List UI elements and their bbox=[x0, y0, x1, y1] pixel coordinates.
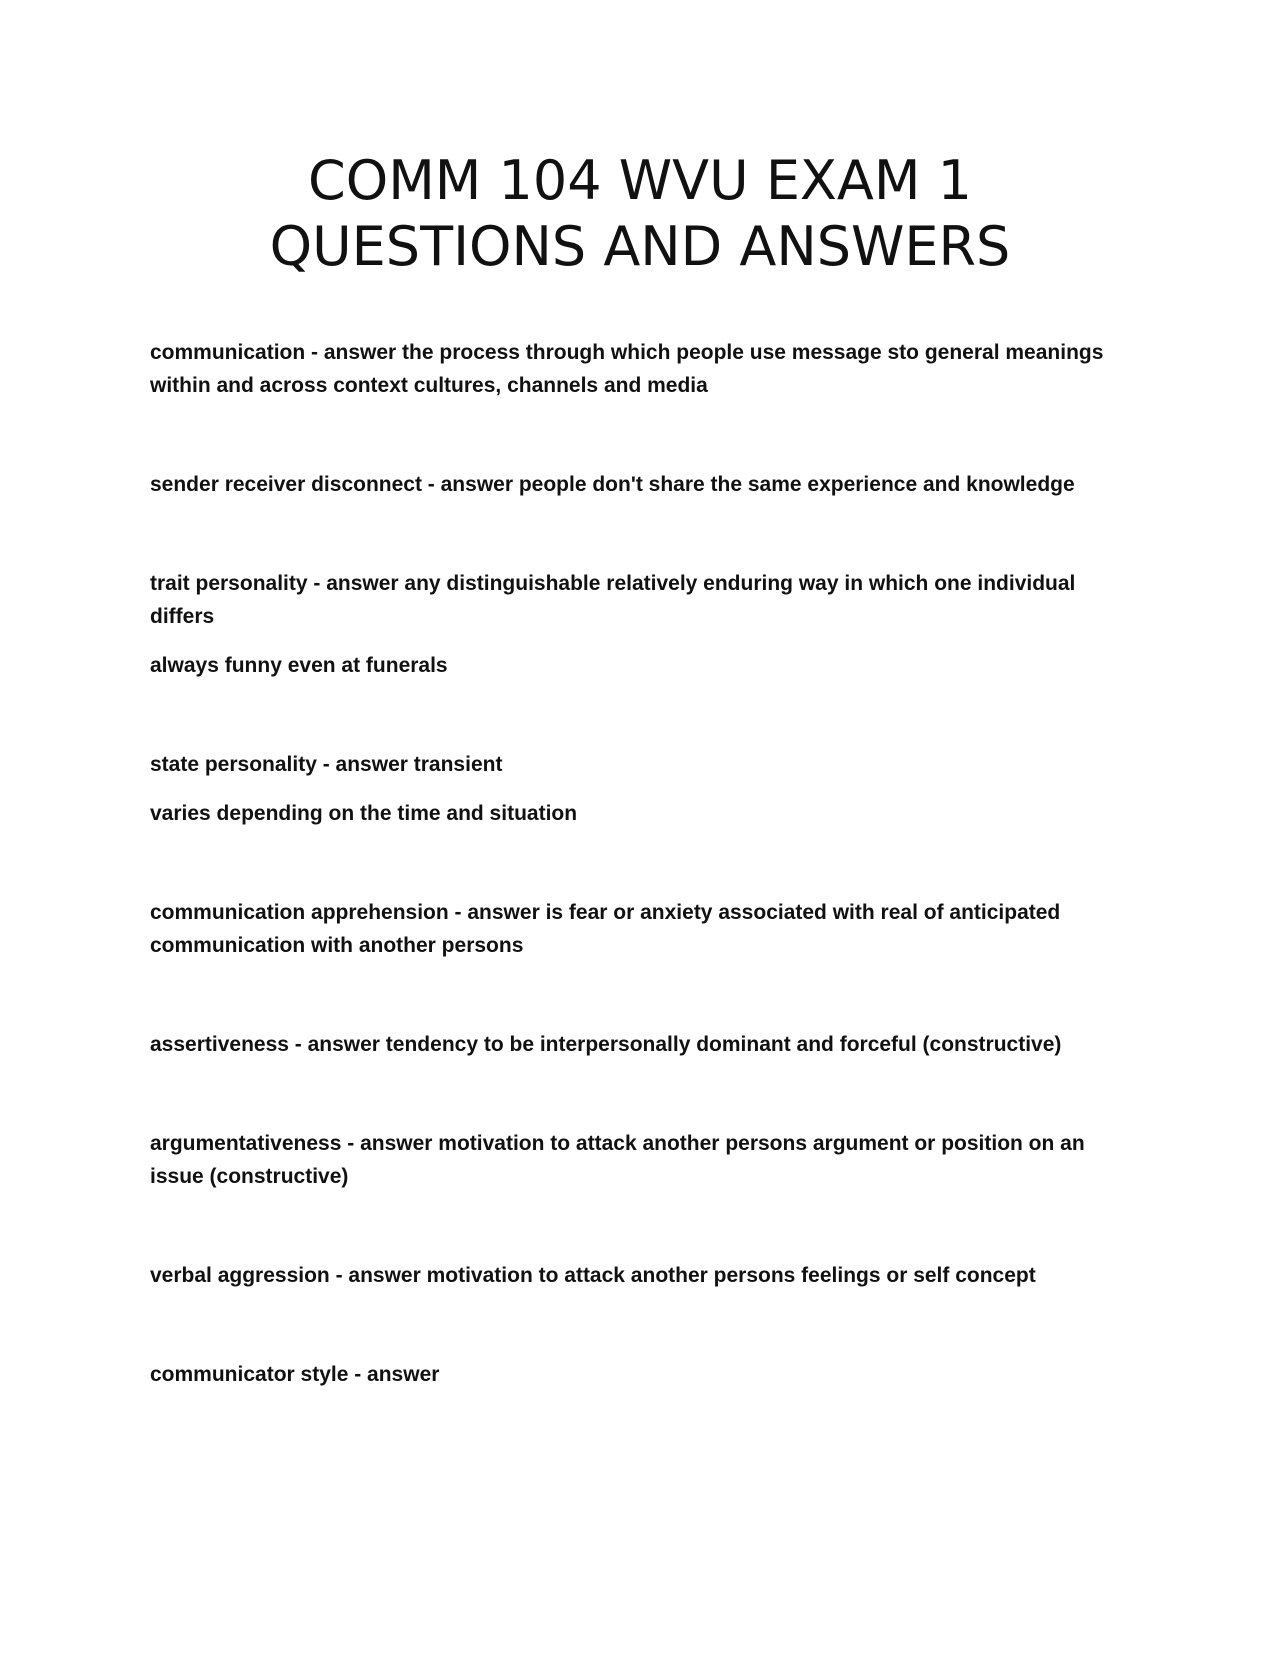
qa-entry-text: verbal aggression - answer motivation to attack another persons feelings or self concept bbox=[150, 1264, 1036, 1287]
qa-entry-extra: always funny even at funerals bbox=[150, 654, 448, 677]
qa-entry-text: argumentativeness - answer motivation to attack another persons argument or position on an issue (constructive) bbox=[150, 1132, 1085, 1188]
qa-entry-text: communication apprehension - answer is fear or anxiety associated with real of anticipated communication with another persons bbox=[150, 901, 1061, 957]
document-title bbox=[0, 148, 1280, 280]
title-line-2: QUESTIONS AND ANSWERS bbox=[269, 215, 1011, 278]
qa-entry bbox=[150, 1358, 1130, 1391]
qa-entry-text: assertiveness - answer tendency to be interpersonally dominant and forceful (constructive) bbox=[150, 1033, 1062, 1056]
qa-entry-text: state personality - answer transient bbox=[150, 753, 503, 776]
qa-entry bbox=[150, 1259, 1130, 1292]
qa-entry bbox=[150, 1127, 1130, 1193]
qa-entry-text: sender receiver disconnect - answer people don't share the same experience and knowledge bbox=[150, 473, 1075, 496]
qa-entry-text: trait personality - answer any distinguishable relatively enduring way in which one individual differs bbox=[150, 572, 1076, 628]
qa-list bbox=[150, 336, 1130, 1457]
qa-entry-text: communicator style - answer bbox=[150, 1363, 440, 1386]
qa-entry bbox=[150, 748, 1130, 830]
qa-entry bbox=[150, 336, 1130, 402]
qa-entry bbox=[150, 567, 1130, 682]
qa-entry bbox=[150, 468, 1130, 501]
qa-entry-extra: varies depending on the time and situation bbox=[150, 802, 578, 825]
qa-entry bbox=[150, 896, 1130, 962]
qa-entry bbox=[150, 1028, 1130, 1061]
qa-entry-text: communication - answer the process through which people use message sto general meanings within and across context cultures, channels and media bbox=[150, 341, 1104, 397]
title-line-1: COMM 104 WVU EXAM 1 bbox=[308, 149, 972, 212]
